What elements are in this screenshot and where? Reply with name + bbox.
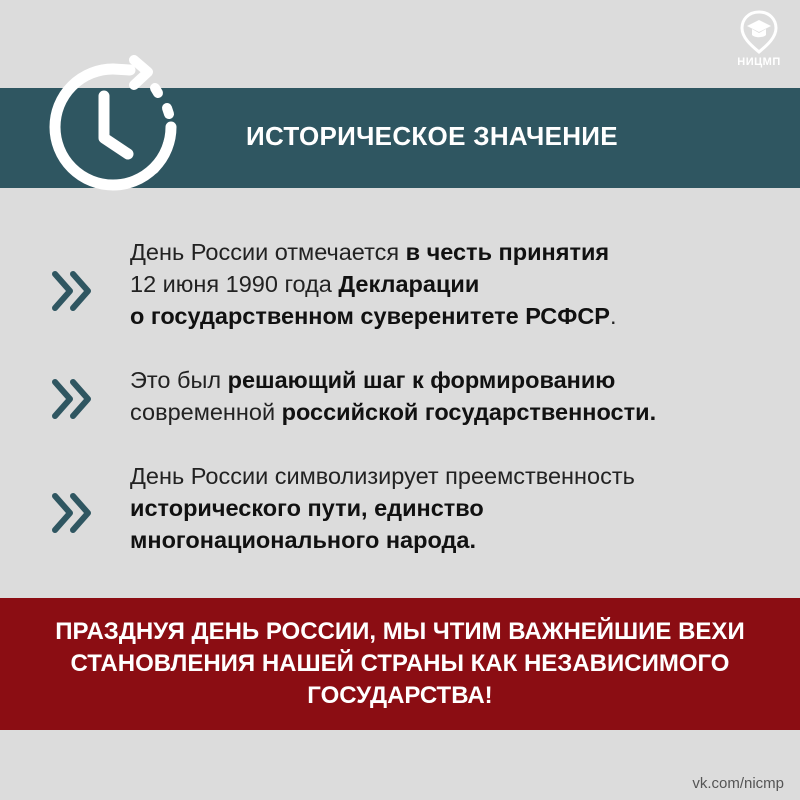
page-title: ИСТОРИЧЕСКОЕ ЗНАЧЕНИЕ bbox=[246, 121, 618, 151]
footer-line: ГОСУДАРСТВА! bbox=[307, 682, 493, 709]
logo bbox=[726, 10, 792, 70]
logo-text: НИЦМП bbox=[737, 56, 781, 68]
footer-message bbox=[20, 616, 780, 712]
item-text: День России символизирует преемственность исторического пути, единство многонационального народа. bbox=[130, 463, 635, 553]
double-chevron-icon bbox=[50, 268, 96, 314]
double-chevron-icon bbox=[50, 490, 96, 536]
double-chevron-icon bbox=[50, 376, 96, 422]
footer-line: ПРАЗДНУЯ ДЕНЬ РОССИИ, МЫ ЧТИМ ВАЖНЕЙШИЕ ВЕХИ bbox=[55, 618, 745, 645]
graduation-cap-pin-icon bbox=[739, 10, 779, 54]
clock-icon bbox=[38, 52, 188, 202]
footer-line: СТАНОВЛЕНИЯ НАШЕЙ СТРАНЫ КАК НЕЗАВИСИМОГО bbox=[70, 650, 730, 677]
item-text: Это был решающий шаг к формированию современной российской государственности. bbox=[130, 367, 657, 425]
site-link[interactable]: vk.com/nicmp bbox=[692, 775, 784, 792]
item-text: День России отмечается в честь принятия 12 июня 1990 года Декларации о государственном суверенитете РСФСР. bbox=[130, 239, 617, 329]
